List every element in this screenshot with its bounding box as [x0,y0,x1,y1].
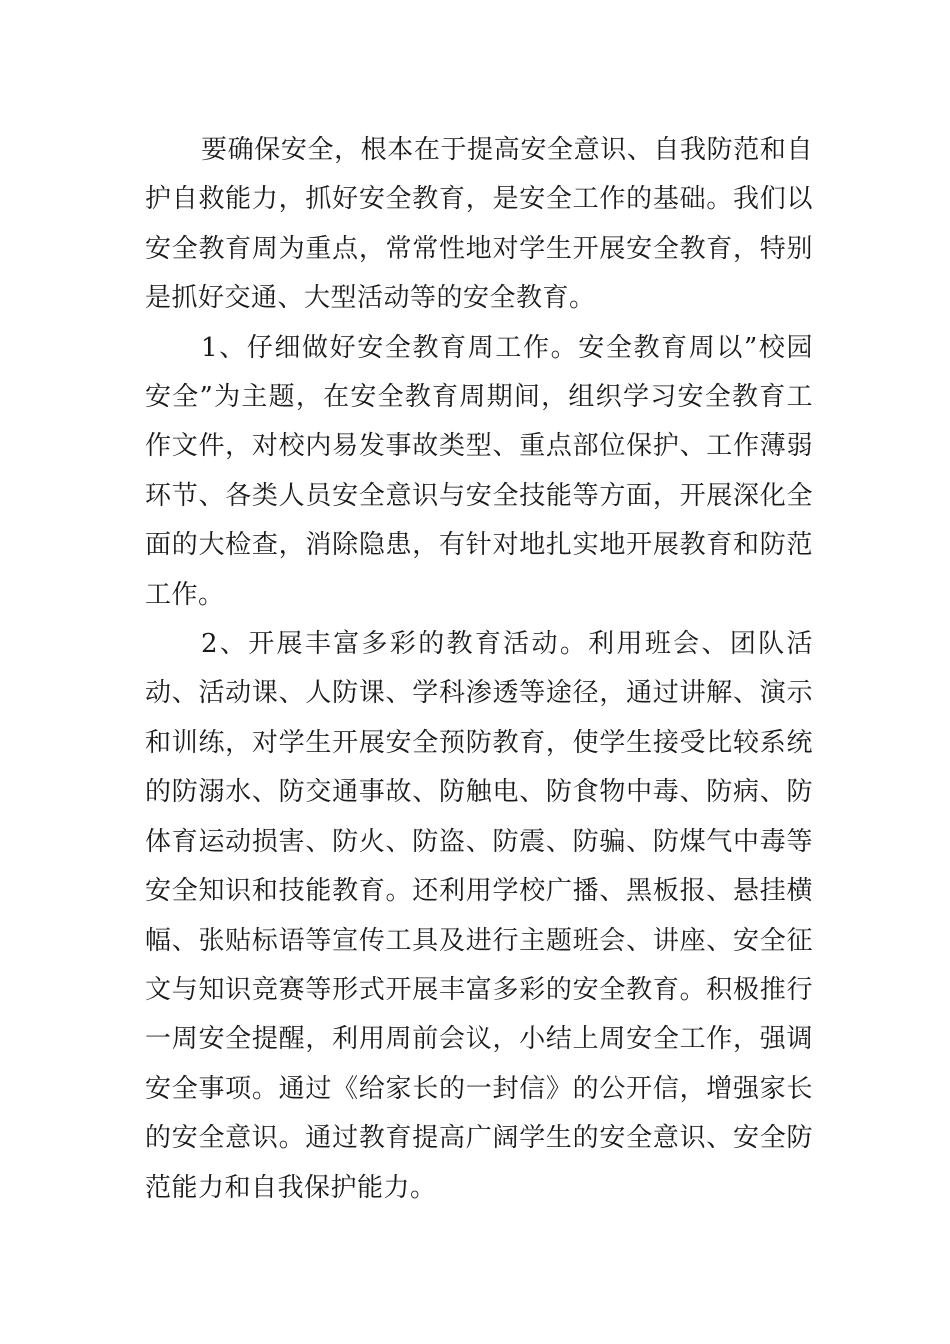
paragraph-item-2: 2、开展丰富多彩的教育活动。利用班会、团队活动、活动课、人防课、学科渗透等途径，通过讲解、演示和训练，对学生开展安全预防教育，使学生接受比较系统的防溺水、防交通事故、防触电、防食物中毒、防病、防 体育运动损害、防火、防盗、防震、防骗、防煤气中毒等安全知识和技能教育。还利用学校广播、黑板报、悬挂横幅、张贴标语等宣传工具及进行主题班会、讲座、安全征文与知识竞赛等形式开展丰富多彩的安全教育。积极推行一周安全提醒，利用周前会议，小结上周安全工作，强调安全事项。通过《给家长的一封信》的公开信，增强家长的安全意识。通过教育提高广阔学生的安全意识、安全防范能力和自我保护能力。 [145,629,813,1203]
document-body [145,126,813,1213]
paragraph-item-1: 1、仔细做好安全教育周工作。安全教育周以”校园安全”为主题，在安全教育周期间，组织学习安全教育工作文件，对校内易发事故类型、重点部位保护、工作薄弱环节、各类人员安全意识与安全技能等方面，开展深化全面的大检查，消除隐患，有针对地扎实地开展教育和防范工作。 [145,332,813,610]
paragraph-intro: 要确保安全，根本在于提高安全意识、自我防范和自护自救能力，抓好安全教育，是安全工作的基础。我们以安全教育周为重点，常常性地对学生开展安全教育，特别是抓好交通、大型活动等的安全教育。 [145,135,813,314]
